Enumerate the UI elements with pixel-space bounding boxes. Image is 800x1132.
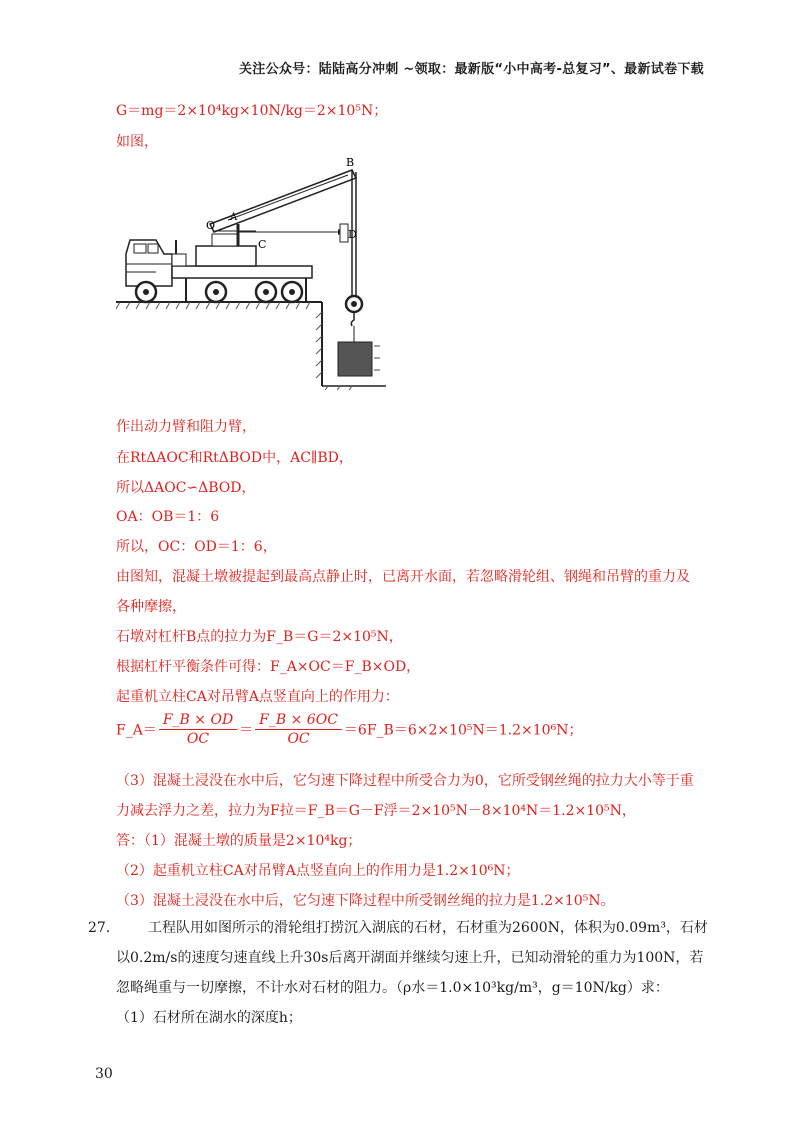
- question-line1: 工程队用如图所示的滑轮组打捞沉入湖底的石材，石材重为2600N，体积为0.09m³，石材: [148, 920, 708, 936]
- question-line2: 以0.2m/s的速度匀速直线上升30s后离开湖面并继续匀速上升，已知动滑轮的重力为100N，若: [116, 950, 704, 966]
- fa-equation: F_A＝ $\frac{F\_B \times OD}{OC}$ ＝ $\frac{F\_B \times 6OC}{OC}$ ＝6F_B＝6×2×10⁵N＝1.2×10⁶N；: [116, 712, 583, 747]
- label-o: O: [206, 219, 216, 232]
- weight-formula: G＝mg＝2×10⁴kg×10N/kg＝2×10⁵N；: [116, 103, 388, 119]
- oa-ob-ratio: OA：OB＝1：6: [116, 509, 220, 525]
- pull-on-b: 石墩对杠杆B点的拉力为F_B＝G＝2×10⁵N，: [116, 629, 403, 645]
- fraction-1: $\frac{F\_B \times OD}{OC}$: [159, 712, 237, 747]
- fraction-2: $\frac{F\_B \times 6OC}{OC}$: [255, 712, 342, 747]
- from-figure-line2: 各种摩擦，: [116, 599, 186, 615]
- as-shown-text: 如图，: [116, 134, 158, 150]
- right-triangle-text: 在RtΔAOC和RtΔBOD中，AC∥BD，: [116, 450, 353, 466]
- label-a: A: [230, 212, 238, 223]
- label-d: D: [348, 228, 357, 241]
- lever-condition: 根据杠杆平衡条件可得：F_A×OC＝F_B×OD，: [116, 659, 421, 675]
- page-header: 关注公众号：陆陆高分冲刺 ~领取：最新版“小中高考-总复习”、最新试卷下载: [238, 62, 704, 77]
- from-figure-line1: 由图知，混凝土墩被提起到最高点静止时，已离开水面，若忽略滑轮组、钢绳和吊臂的重力及: [116, 569, 690, 585]
- question-line4: （1）石材所在湖水的深度h；: [116, 1010, 302, 1026]
- question-number: 27.: [88, 920, 111, 936]
- question-line3: 忽略绳重与一切摩擦，不计水对石材的阻力。（ρ水＝1.0×10³kg/m³，g＝10N/kg）求：: [116, 980, 669, 996]
- crane-force-text: 起重机立柱CA对吊臂A点竖直向上的作用力：: [116, 689, 399, 705]
- answer-2: （2）起重机立柱CA对吊臂A点竖直向上的作用力是1.2×10⁶N；: [116, 863, 520, 879]
- label-b: B: [346, 158, 355, 169]
- similar-triangle-text: 所以ΔAOC∽ΔBOD，: [116, 480, 256, 496]
- draw-arms-text: 作出动力臂和阻力臂，: [116, 419, 256, 435]
- label-c: C: [258, 238, 267, 251]
- oc-od-ratio: 所以，OC：OD＝1：6，: [116, 539, 277, 555]
- fa-prefix: F_A＝: [116, 722, 157, 739]
- page-number: 30: [95, 1066, 113, 1082]
- answer-3: （3）混凝土浸没在水中后，它匀速下降过程中所受钢丝绳的拉力是1.2×10⁵N。: [116, 893, 615, 909]
- part3-line2: 力减去浮力之差，拉力为F拉＝F_B＝G－F浮＝2×10⁵N－8×10⁴N＝1.2×10⁵N，: [116, 803, 636, 819]
- part3-line1: （3）混凝土浸没在水中后，它匀速下降过程中所受合力为0，它所受钢丝绳的拉力大小等于重: [116, 773, 694, 789]
- crane-diagram: [116, 158, 396, 390]
- answer-1: 答：（1）混凝土墩的质量是2×10⁴kg；: [116, 833, 362, 849]
- fa-result: ＝6F_B＝6×2×10⁵N＝1.2×10⁶N；: [343, 722, 583, 739]
